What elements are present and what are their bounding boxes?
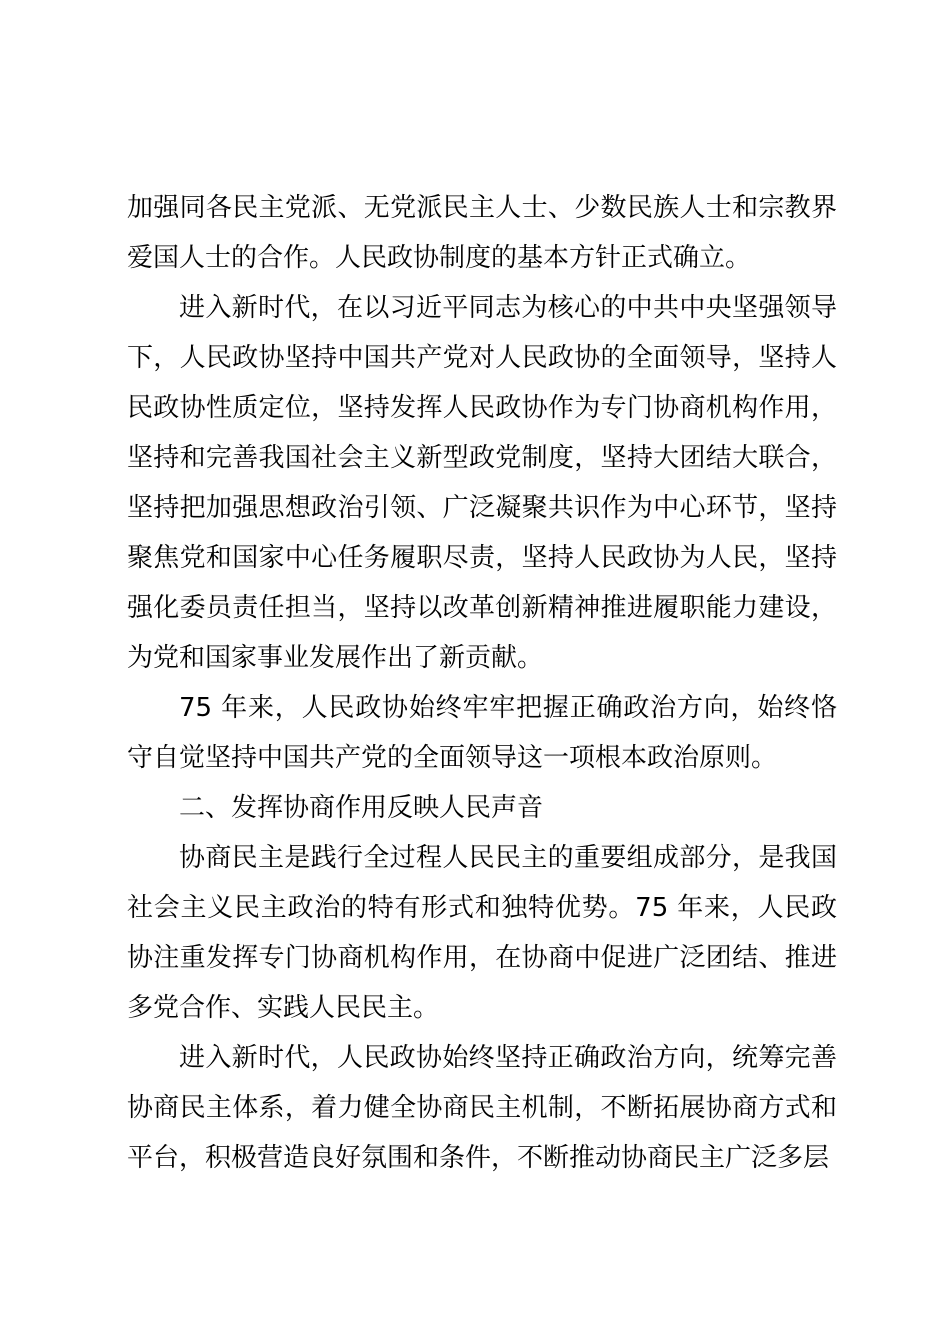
paragraph-consultative-democracy: 协商民主是践行全过程人民民主的重要组成部分，是我国社会主义民主政治的特有形式和独特优势。75 年来，人民政协注重发挥专门协商机构作用，在协商中促进广泛团结、推进多党合作、实践人民民主。 bbox=[127, 843, 837, 1023]
paragraph-75-years-direction: 75 年来，人民政协始终牢牢把握正确政治方向，始终恪守自觉坚持中国共产党的全面领导这一项根本政治原则。 bbox=[127, 693, 837, 773]
paragraph-new-era-leadership: 进入新时代，在以习近平同志为核心的中共中央坚强领导下，人民政协坚持中国共产党对人民政协的全面领导，坚持人民政协性质定位，坚持发挥人民政协作为专门协商机构作用，坚持和完善我国社会主义新型政党制度，坚持大团结大联合，坚持把加强思想政治引领、广泛凝聚共识作为中心环节，坚持聚焦党和国家中心任务履职尽责，坚持人民政协为人民，坚持强化委员责任担当，坚持以改革创新精神推进履职能力建设，为党和国家事业发展作出了新贡献。 bbox=[127, 293, 837, 673]
section-heading: 二、发挥协商作用反映人民声音 bbox=[179, 793, 544, 823]
document-body bbox=[127, 183, 837, 1183]
paragraph-continuation: 加强同各民主党派、无党派民主人士、少数民族人士和宗教界爱国人士的合作。人民政协制度的基本方针正式确立。 bbox=[127, 193, 837, 273]
paragraph-new-era-consultation: 进入新时代，人民政协始终坚持正确政治方向，统筹完善协商民主体系，着力健全协商民主机制，不断拓展协商方式和平台，积极营造良好氛围和条件，不断推动协商民主广泛多层 bbox=[127, 1043, 837, 1173]
